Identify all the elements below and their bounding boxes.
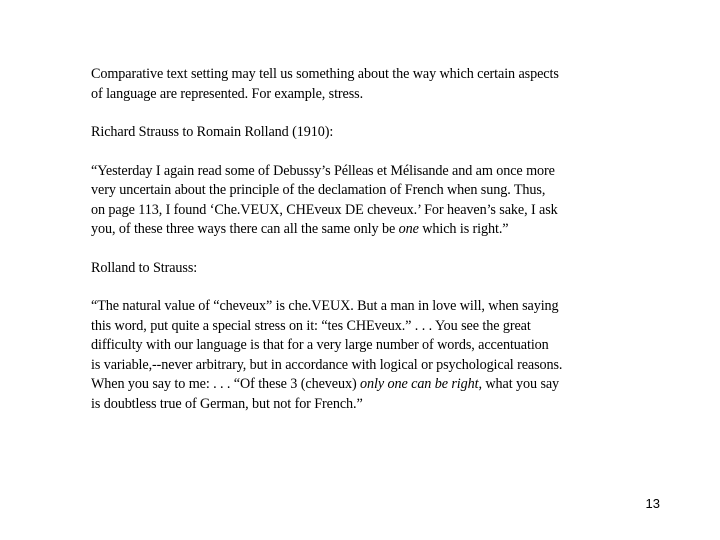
intro-line: of language are represented. For example, stress. xyxy=(91,85,364,102)
intro-paragraph xyxy=(91,65,651,104)
quote-line: this word, put quite a special stress on it: “tes CHEveux.” . . . You see the great xyxy=(91,317,531,334)
quote-emphasis: one xyxy=(398,221,419,237)
quote-line-end: which is right.” xyxy=(418,221,509,237)
heading-rolland-to-strauss: Rolland to Strauss: xyxy=(91,259,198,276)
quote-line: very uncertain about the principle of the declamation of French when sung. Thus, xyxy=(91,182,546,198)
quote-line: “The natural value of “cheveux” is che.VEUX. But a man in love will, when saying xyxy=(91,298,559,314)
quote-line: difficulty with our language is that for a very large number of words, accentuation xyxy=(91,337,549,353)
quote-line: “Yesterday I again read some of Debussy’s Pélleas et Mélisande and am once more xyxy=(91,162,555,179)
paragraph-gap xyxy=(91,278,651,297)
strauss-quote xyxy=(91,162,651,240)
paragraph-gap xyxy=(91,104,651,123)
heading-strauss-to-rolland: Richard Strauss to Romain Rolland (1910): xyxy=(91,124,334,140)
rolland-quote xyxy=(91,297,651,414)
quote-line-end: what you say xyxy=(481,376,560,392)
quote-line: is variable,--never arbitrary, but in accordance with logical or psychological reasons. xyxy=(91,356,563,373)
page-number: 13 xyxy=(645,496,660,511)
slide-body xyxy=(91,65,651,414)
quote-emphasis: only one can be right, xyxy=(360,376,482,392)
quote-line-start: you, of these three ways there can all the same only be xyxy=(91,221,399,237)
paragraph-gap xyxy=(91,143,651,162)
paragraph-gap xyxy=(91,240,651,259)
quote-line: is doubtless true of German, but not for French.” xyxy=(91,395,363,412)
quote-line-start: When you say to me: . . . “Of these 3 (cheveux) xyxy=(91,376,361,392)
intro-line: Comparative text setting may tell us something about the way which certain aspects xyxy=(91,66,559,82)
quote-line: on page 113, I found ‘Che.VEUX, CHEveux DE cheveux.’ For heaven’s sake, I ask xyxy=(91,201,558,218)
